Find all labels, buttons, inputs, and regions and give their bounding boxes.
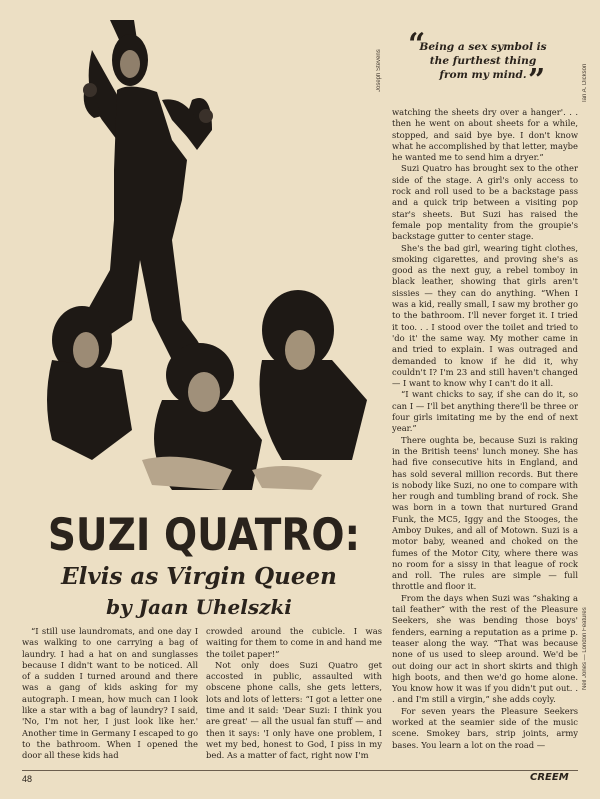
paragraph: For seven years the Pleasure Seekers worked at the seamier side of the music scene. Smokey bars, strip joints, army bases. You learn a lot on the road — bbox=[392, 705, 578, 750]
pull-quote-open-mark: “ bbox=[408, 27, 426, 62]
paragraph: Suzi Quatro has brought sex to the other side of the stage. A girl's only access to rock and roll used to be a backstage pass and a quick trip between a visiting pop star's sheets. But Suzi has raised the female pop mentality from the groupie's backstage gutter to center stage. bbox=[392, 163, 578, 242]
page-number: 48 bbox=[22, 774, 33, 784]
paragraph: There oughta be, because Suzi is raking in the British teens' lunch money. She has had five consecutive hits in England, and has sold several million records. But there is nobody like Suzi, no one to compare with her rough and tumbling brand of rock. She was born in a town that nurtured Grand Funk, the MC5, Iggy and the Stooges, the Amboy Dukes, and all of Motown. Suzi is a motor baby, weaned and choked on the fumes of the Motor City, where there was no room for a sissy in that league of rock and roll. The rules are simple — full throttle and floor it. bbox=[392, 434, 578, 592]
paragraph: “I want chicks to say, if she can do it, so can I — I'll bet anything there'll be three or four girls imitating me by the end of next year.” bbox=[392, 389, 578, 434]
photo-credit-right: Ian A. Dickson bbox=[582, 63, 588, 102]
headline-title: SUZI QUATRO: bbox=[47, 509, 361, 562]
article-column-3 bbox=[392, 107, 578, 769]
photo-credit-bottom: Neil Jones — London Features bbox=[582, 607, 588, 690]
paragraph: “I still use laundromats, and one day I was walking to one carrying a bag of laundry. I had a hat on and sunglasses because I didn't want to be noticed. All of a sudden I turned around and there was a gang of kids asking for my autograph. I mean, how much can I look like a star with a bag of laundry? I said, 'No, I'm not her, I just look like her.' Another time in Germany I escaped to go to the bathroom. When I opened the door all these kids had bbox=[22, 626, 198, 761]
band-photo-illustration bbox=[22, 20, 378, 498]
paragraph: crowded around the cubicle. I was waiting for them to come in and hand me the toilet paper!” bbox=[206, 626, 382, 659]
article-column-2 bbox=[206, 626, 382, 766]
footer-rule bbox=[22, 770, 578, 771]
paragraph: Not only does Suzi Quatro get accosted in public, assaulted with obscene phone calls, she gets letters, lots and lots of letters: “I got a letter one time and it said: 'Dear Suzi: I think you are great' — all the usual fan stuff — and then it says: 'I only have one problem, I wet my bed, honest to God, I piss in my bed. As a matter of fact, right now I'm bbox=[206, 659, 382, 761]
paragraph: From the days when Suzi was “shaking a tail feather” with the rest of the Pleasure Seekers, she was bending those boys' fenders, earning a reputation as a prime p. teaser along the way. “That was because none of us used to sleep around. We'd be out doing our act in short skirts and thigh high boots, and then we'd go home alone. You know how it was if you didn't put out. . . and I'm still a virgin,” she adds coyly. bbox=[392, 592, 578, 705]
magazine-logo: CREEM bbox=[530, 772, 569, 783]
paragraph: She's the bad girl, wearing tight clothes, smoking cigarettes, and proving she's as good as the next guy, a rebel tomboy in black leather, showing that girls aren't sissies — they can do anything. “When I was a kid, really small, I saw my brother go to the bathroom. I'll never forget it. I tried it too. . . I stood over the toilet and tried to 'do it' the same way. My mother came in and tried to explain. I was outraged and demanded to know if he did it, why couldn't I? I'm 23 and still haven't changed — I want to know why I can't do it all. bbox=[392, 242, 578, 389]
paragraph: watching the sheets dry over a hanger'. . . then he went on about sheets for a while, stopped, and said bye bye. I don't know what he accomplished by that letter, maybe he wanted me to send him a dryer.” bbox=[392, 107, 578, 163]
photo-credit: Joseph Stevens bbox=[376, 49, 382, 92]
band-photo bbox=[22, 20, 378, 498]
pull-quote-line: Being a sex symbol is bbox=[419, 41, 547, 53]
pull-quote-close-mark: ” bbox=[528, 63, 546, 98]
pull-quote-line: from my mind. bbox=[439, 69, 527, 81]
article-column-1 bbox=[22, 626, 198, 766]
pull-quote-line: the furthest thing bbox=[429, 55, 537, 67]
author-byline: by Jaan Uhelszki bbox=[106, 595, 292, 619]
headline-subtitle: Elvis as Virgin Queen bbox=[61, 563, 337, 590]
